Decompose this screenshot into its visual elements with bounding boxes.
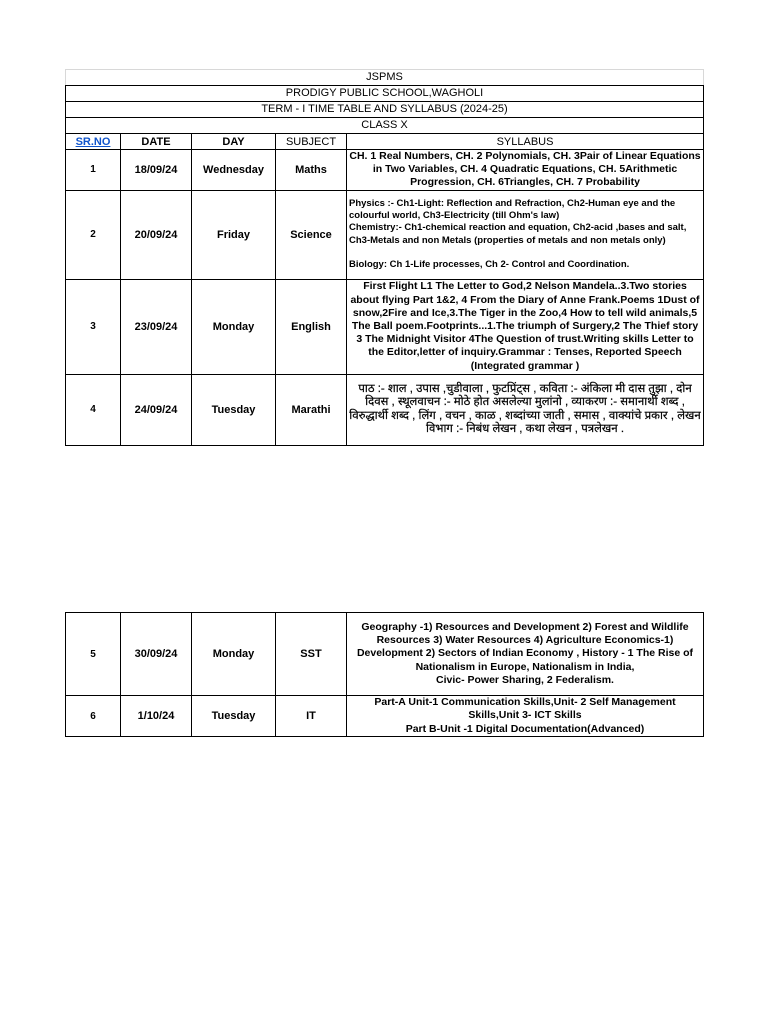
row-date: 18/09/24 xyxy=(121,150,192,191)
row-date: 20/09/24 xyxy=(121,190,192,279)
row-subject: IT xyxy=(276,696,347,737)
row-syllabus: Part-A Unit-1 Communication Skills,Unit- 2 Self Management Skills,Unit 3- ICT Skills Part B-Unit -1 Digital Documentation(Advanced) xyxy=(347,696,704,737)
row-date: 30/09/24 xyxy=(121,613,192,696)
school-name: PRODIGY PUBLIC SCHOOL,WAGHOLI xyxy=(66,86,704,102)
row-subject: English xyxy=(276,279,347,374)
col-header-srno[interactable]: SR.NO xyxy=(66,134,121,150)
row-day: Monday xyxy=(192,279,276,374)
row-syllabus: Physics :- Ch1-Light: Reflection and Refraction, Ch2-Human eye and the colourful world, Ch3-Electricity (till Ohm's law) Chemistry:- Ch1-chemical reaction and equation, Ch2-acid ,bases and salt, Ch3-Metals and non Metals (properties of metals and non metals only) Biology: Ch 1-Life processes, Ch 2- Control and Coordination. xyxy=(347,190,704,279)
column-header-row xyxy=(66,134,704,150)
row-srno: 3 xyxy=(66,279,121,374)
header-org-row xyxy=(66,70,704,86)
row-srno: 1 xyxy=(66,150,121,191)
col-header-day: DAY xyxy=(192,134,276,150)
row-date: 23/09/24 xyxy=(121,279,192,374)
row-subject: Marathi xyxy=(276,374,347,445)
col-header-subject: SUBJECT xyxy=(276,134,347,150)
row-srno: 6 xyxy=(66,696,121,737)
row-srno: 2 xyxy=(66,190,121,279)
row-subject: Maths xyxy=(276,150,347,191)
col-header-date: DATE xyxy=(121,134,192,150)
row-date: 24/09/24 xyxy=(121,374,192,445)
row-syllabus: पाठ :- शाल , उपास ,चुडीवाला , फुटप्रिंट्स , कविता :- अंकिला मी दास तुझा , दोन दिवस , स्थूलवाचन :- मोठे होत असलेल्या मुलांनो , व्याकरण :- समानार्थी शब्द , विरुद्धार्थी शब्द , लिंग , वचन , काळ , शब्दांच्या जाती , समास , वाक्यांचे प्रकार , लेखन विभाग :- निबंध लेखन , कथा लेखन , पत्रलेखन . xyxy=(347,374,704,445)
timetable-title: TERM - I TIME TABLE AND SYLLABUS (2024-25) xyxy=(66,102,704,118)
row-subject: SST xyxy=(276,613,347,696)
row-srno: 5 xyxy=(66,613,121,696)
header-title-row xyxy=(66,102,704,118)
row-day: Tuesday xyxy=(192,696,276,737)
table-row xyxy=(66,190,704,279)
row-srno: 4 xyxy=(66,374,121,445)
row-subject: Science xyxy=(276,190,347,279)
timetable-table-part1 xyxy=(65,69,704,446)
table-row xyxy=(66,374,704,445)
col-header-syllabus: SYLLABUS xyxy=(347,134,704,150)
row-syllabus: Geography -1) Resources and Development 2) Forest and Wildlife Resources 3) Water Resources 4) Agriculture Economics-1) Development 2) Sectors of Indian Economy , History - 1 The Rise of Nationalism in Europe, Nationalism in India, Civic- Power Sharing, 2 Federalism. xyxy=(347,613,704,696)
table-row xyxy=(66,150,704,191)
row-syllabus: CH. 1 Real Numbers, CH. 2 Polynomials, CH. 3Pair of Linear Equations in Two Variables, CH. 4 Quadratic Equations, CH. 5Arithmetic Progression, CH. 6Triangles, CH. 7 Probability xyxy=(347,150,704,191)
class-name: CLASS X xyxy=(66,118,704,134)
table-row xyxy=(66,279,704,374)
header-class-row xyxy=(66,118,704,134)
row-day: Monday xyxy=(192,613,276,696)
row-day: Friday xyxy=(192,190,276,279)
row-date: 1/10/24 xyxy=(121,696,192,737)
timetable-table-part2 xyxy=(65,612,704,737)
row-syllabus: First Flight L1 The Letter to God,2 Nelson Mandela..3.Two stories about flying Part 1&2, 4 From the Diary of Anne Frank.Poems 1Dust of snow,2Fire and Ice,3.The Tiger in the Zoo,4 How to tell wild animals,5 The Ball poem.Footprints...1.The triumph of Surgery,2 The Thief story 3 The Midnight Visitor 4The Question of trust.Writing skills Letter to the Editor,letter of inquiry.Grammar : Tenses, Reported Speech (Integrated grammar ) xyxy=(347,279,704,374)
table-row xyxy=(66,613,704,696)
table-row xyxy=(66,696,704,737)
header-school-row xyxy=(66,86,704,102)
row-day: Tuesday xyxy=(192,374,276,445)
org-name: JSPMS xyxy=(66,70,704,86)
row-day: Wednesday xyxy=(192,150,276,191)
